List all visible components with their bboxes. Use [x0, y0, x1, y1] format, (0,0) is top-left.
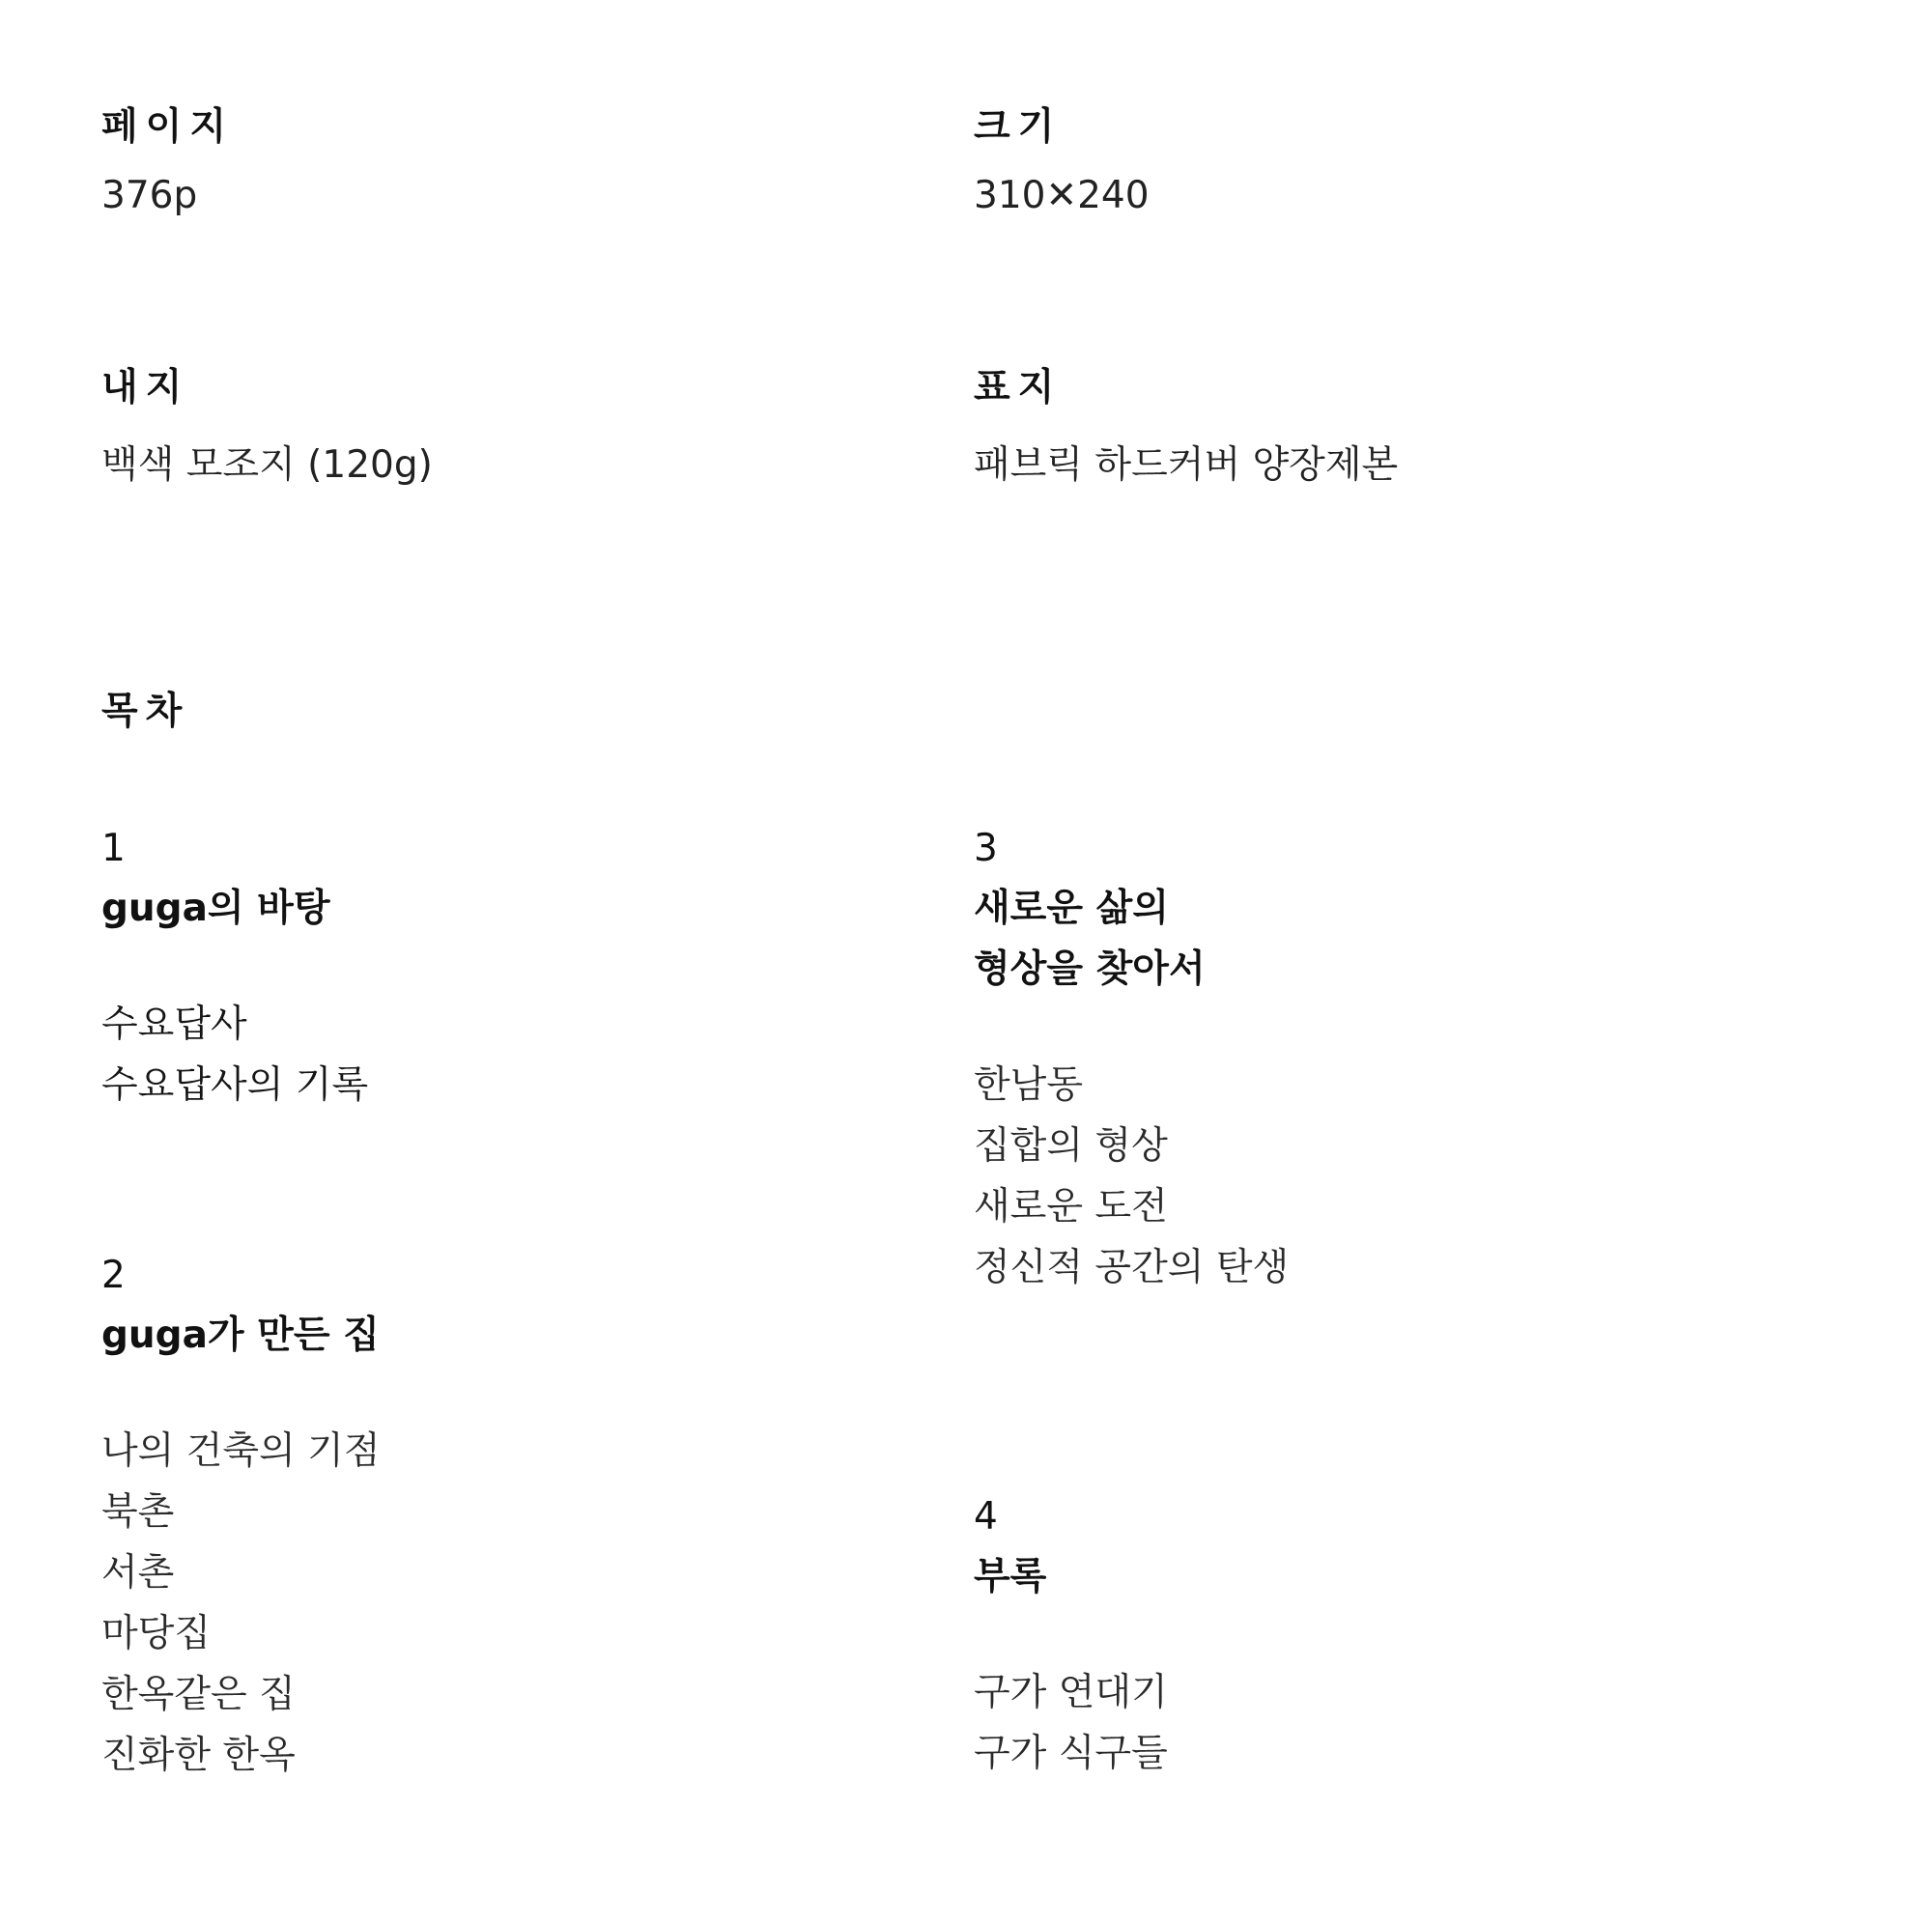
list-item: 구가 연대기 — [974, 1671, 1168, 1714]
chapter-1 — [101, 827, 368, 1116]
list-item: 정신적 공간의 탄생 — [974, 1246, 1290, 1289]
chapter-title-line-2: 형상을 찾아서 — [974, 947, 1206, 991]
list-item: 집합의 형상 — [974, 1124, 1168, 1168]
inner-paper-label: 내지 — [101, 366, 190, 410]
list-item: 수요답사의 기록 — [101, 1063, 369, 1107]
list-item: 북촌 — [101, 1490, 175, 1534]
chapter-number: 2 — [101, 1254, 126, 1297]
list-item: 마당집 — [101, 1612, 212, 1655]
cover-label: 표지 — [974, 366, 1063, 410]
chapter-2 — [101, 1254, 381, 1786]
chapter-items — [101, 1421, 381, 1786]
chapter-number: 1 — [101, 827, 126, 870]
cover-value: 패브릭 하드커버 양장제본 — [974, 443, 1399, 487]
list-item: 한남동 — [974, 1063, 1084, 1107]
pages-label: 페이지 — [101, 105, 235, 149]
chapter-3 — [974, 827, 1289, 1298]
list-item: 구가 식구들 — [974, 1732, 1168, 1775]
chapter-items — [101, 994, 368, 1116]
size-value: 310✕240 — [974, 174, 1150, 217]
list-item: 한옥같은 집 — [101, 1673, 296, 1716]
list-item: 서촌 — [101, 1551, 175, 1595]
size-label: 크기 — [974, 105, 1063, 149]
toc-heading: 목차 — [101, 690, 190, 733]
chapter-4 — [974, 1495, 1168, 1784]
inner-paper-value: 백색 모조지 (120g) — [101, 443, 433, 487]
chapter-number: 4 — [974, 1495, 998, 1539]
chapter-items — [974, 1662, 1168, 1784]
list-item: 새로운 도전 — [974, 1185, 1168, 1229]
list-item: 나의 건축의 기점 — [101, 1429, 381, 1473]
chapter-items — [974, 1055, 1289, 1298]
chapter-number: 3 — [974, 827, 998, 870]
chapter-title-line-1: 새로운 삶의 — [974, 887, 1169, 930]
chapter-title: 부록 — [974, 1555, 1047, 1598]
list-item: 진화한 한옥 — [101, 1734, 296, 1777]
chapter-title: guga의 바탕 — [101, 887, 330, 930]
list-item: 수요답사 — [101, 1003, 247, 1046]
chapter-title: guga가 만든 집 — [101, 1314, 380, 1357]
pages-value: 376p — [101, 174, 198, 217]
